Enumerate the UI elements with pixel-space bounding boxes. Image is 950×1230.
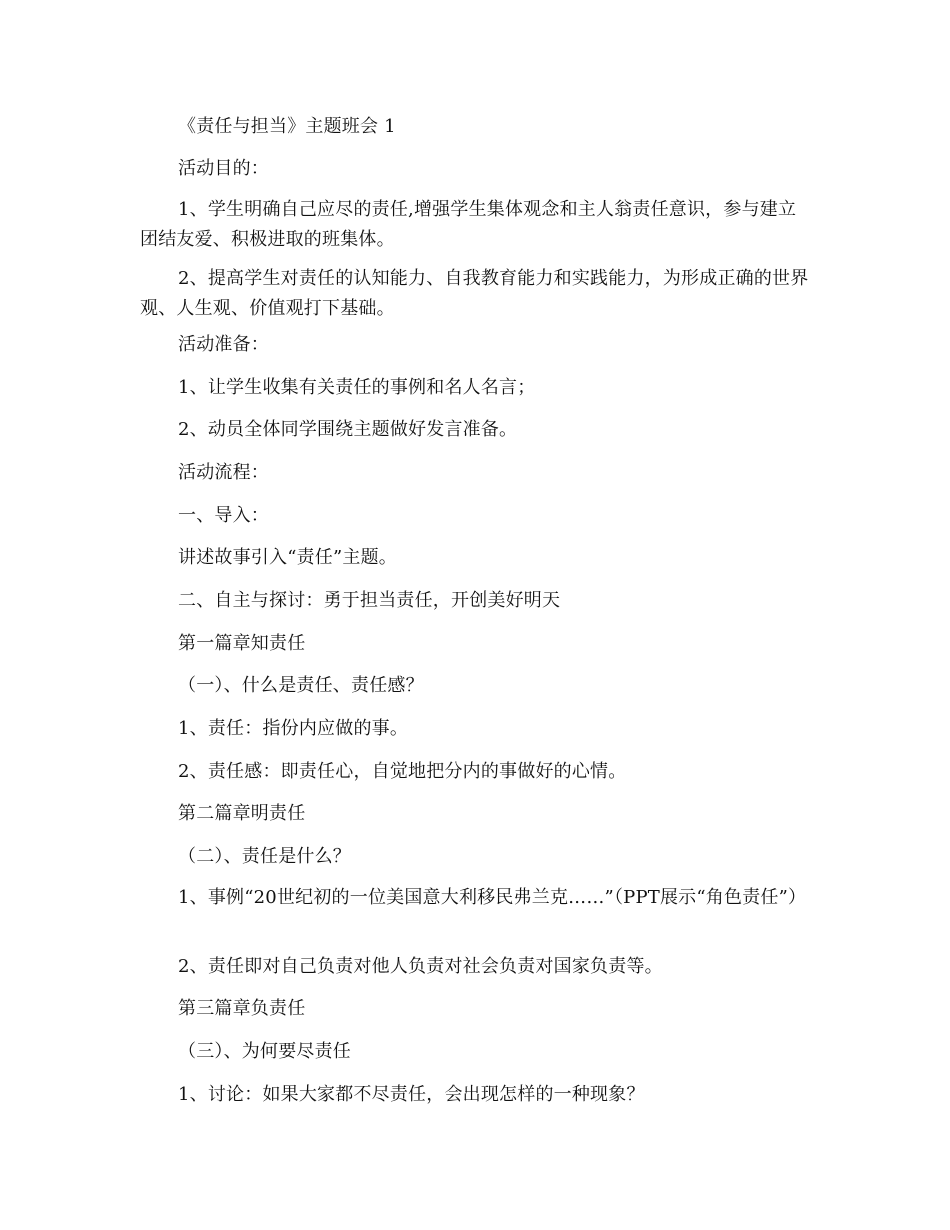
document-title: 《责任与担当》主题班会 1: [178, 116, 396, 137]
chapter2-title: 第二篇章明责任: [178, 803, 306, 824]
chapter1-item-1: 1、责任：指份内应做的事。: [178, 718, 409, 739]
flow-heading: 活动流程：: [178, 462, 269, 483]
chapter3-question: （三）、为何要尽责任: [178, 1041, 351, 1062]
chapter3-item-1: 1、讨论：如果大家都不尽责任，会出现怎样的一种现象？: [178, 1084, 645, 1105]
flow-intro-text: 讲述故事引入“责任”主题。: [178, 547, 398, 568]
prep-item-1: 1、让学生收集有关责任的事例和名人名言；: [178, 377, 536, 398]
chapter3-title: 第三篇章负责任: [178, 998, 306, 1019]
purpose-item-1: 1、学生明确自己应尽的责任,增强学生集体观念和主人翁责任意识，参与建立团结友爱、积极进取的班集体。: [140, 199, 797, 250]
chapter2-question: （二）、责任是什么？: [178, 846, 351, 867]
chapter2-item-1: 1、事例“20世纪初的一位美国意大利移民弗兰克……”（PPT展示“角色责任”）: [178, 887, 807, 908]
prep-item-2: 2、动员全体同学围绕主题做好发言准备。: [178, 419, 518, 440]
chapter2-item-2: 2、责任即对自己负责对他人负责对社会负责对国家负责等。: [178, 956, 663, 977]
chapter1-title: 第一篇章知责任: [178, 633, 306, 654]
purpose-heading: 活动目的：: [178, 158, 269, 179]
chapter1-question: （一）、什么是责任、责任感？: [178, 675, 424, 696]
chapter1-item-2: 2、责任感：即责任心，自觉地把分内的事做好的心情。: [178, 761, 627, 782]
flow-intro-heading: 一、导入：: [178, 505, 269, 526]
purpose-item-2: 2、提高学生对责任的认知能力、自我教育能力和实践能力，为形成正确的世界观、人生观、价值观打下基础。: [140, 268, 809, 319]
flow-part2-heading: 二、自主与探讨：勇于担当责任，开创美好明天: [178, 590, 561, 611]
prep-heading: 活动准备：: [178, 334, 269, 355]
